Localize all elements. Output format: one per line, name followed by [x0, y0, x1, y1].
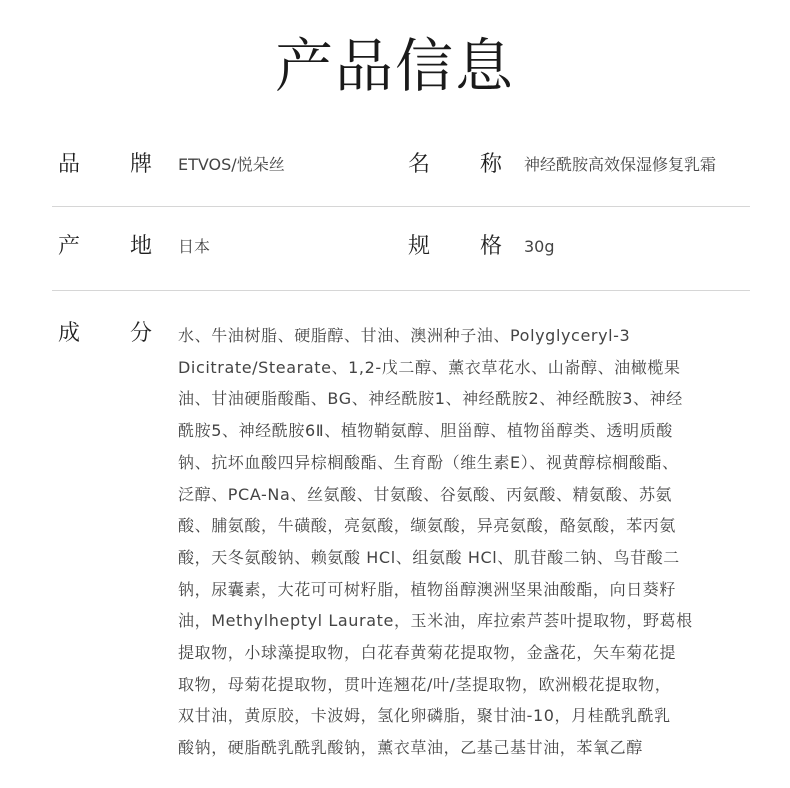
brand-value: ETVOS/悦朵丝	[178, 155, 285, 174]
divider	[52, 206, 750, 207]
info-row-brand-name	[52, 146, 750, 184]
ingredients-line: 钠、抗坏血酸四异棕榈酸酯、生育酚（维生素E）、视黄醇棕榈酸酯、	[178, 452, 679, 472]
ingredients-line: 双甘油，黄原胶，卡波姆，氢化卵磷脂，聚甘油-10，月桂酰乳酰乳	[178, 706, 671, 726]
size-value: 30g	[524, 237, 555, 256]
name-label: 名 称	[408, 152, 502, 177]
ingredients-line: 酰胺5、神经酰胺6Ⅱ、植物鞘氨醇、胆甾醇、植物甾醇类、透明质酸	[178, 421, 673, 441]
ingredients-line: 油，Methylheptyl Laurate，玉米油，库拉索芦荟叶提取物，野葛根	[178, 611, 693, 631]
ingredients-text	[178, 320, 746, 764]
ingredients-line: 提取物，小球藻提取物，白花春黄菊花提取物，金盏花，矢车菊花提	[178, 643, 677, 663]
ingredients-line: 取物，母菊花提取物，贯叶连翘花/叶/茎提取物，欧洲椴花提取物，	[178, 674, 672, 694]
name-value: 神经酰胺高效保湿修复乳霜	[524, 155, 717, 174]
info-row-origin-size	[52, 228, 750, 266]
ingredients-line: 酸钠，硬脂酰乳酰乳酸钠，薰衣草油，乙基己基甘油，苯氧乙醇	[178, 738, 643, 758]
ingredients-line: 油、甘油硬脂酸酯、BG、神经酰胺1、神经酰胺2、神经酰胺3、神经	[178, 389, 683, 409]
ingredients-line: 酸，天冬氨酸钠、赖氨酸 HCl、组氨酸 HCl、肌苷酸二钠、鸟苷酸二	[178, 547, 680, 567]
ingredients-line: 水、牛油树脂、硬脂醇、甘油、澳洲种子油、Polyglyceryl-3	[178, 326, 631, 345]
ingredients-label: 成 分	[58, 321, 152, 346]
brand-label: 品 牌	[58, 152, 152, 177]
ingredients-line: Dicitrate/Stearate、1,2-戊二醇、薰衣草花水、山嵛醇、油橄榄果	[178, 357, 681, 377]
origin-label: 产 地	[58, 234, 152, 259]
divider	[52, 290, 750, 291]
ingredients-line: 泛醇、PCA-Na、丝氨酸、甘氨酸、谷氨酸、丙氨酸、精氨酸、苏氨	[178, 484, 673, 504]
size-label: 规 格	[408, 234, 502, 259]
ingredients-line: 酸、脯氨酸，牛磺酸，亮氨酸，缬氨酸，异亮氨酸，酪氨酸，苯丙氨	[178, 516, 677, 536]
ingredients-line: 钠，尿囊素，大花可可树籽脂，植物甾醇澳洲坚果油酸酯，向日葵籽	[178, 579, 677, 599]
origin-value: 日本	[178, 237, 211, 256]
page-title: 产品信息	[274, 32, 515, 100]
